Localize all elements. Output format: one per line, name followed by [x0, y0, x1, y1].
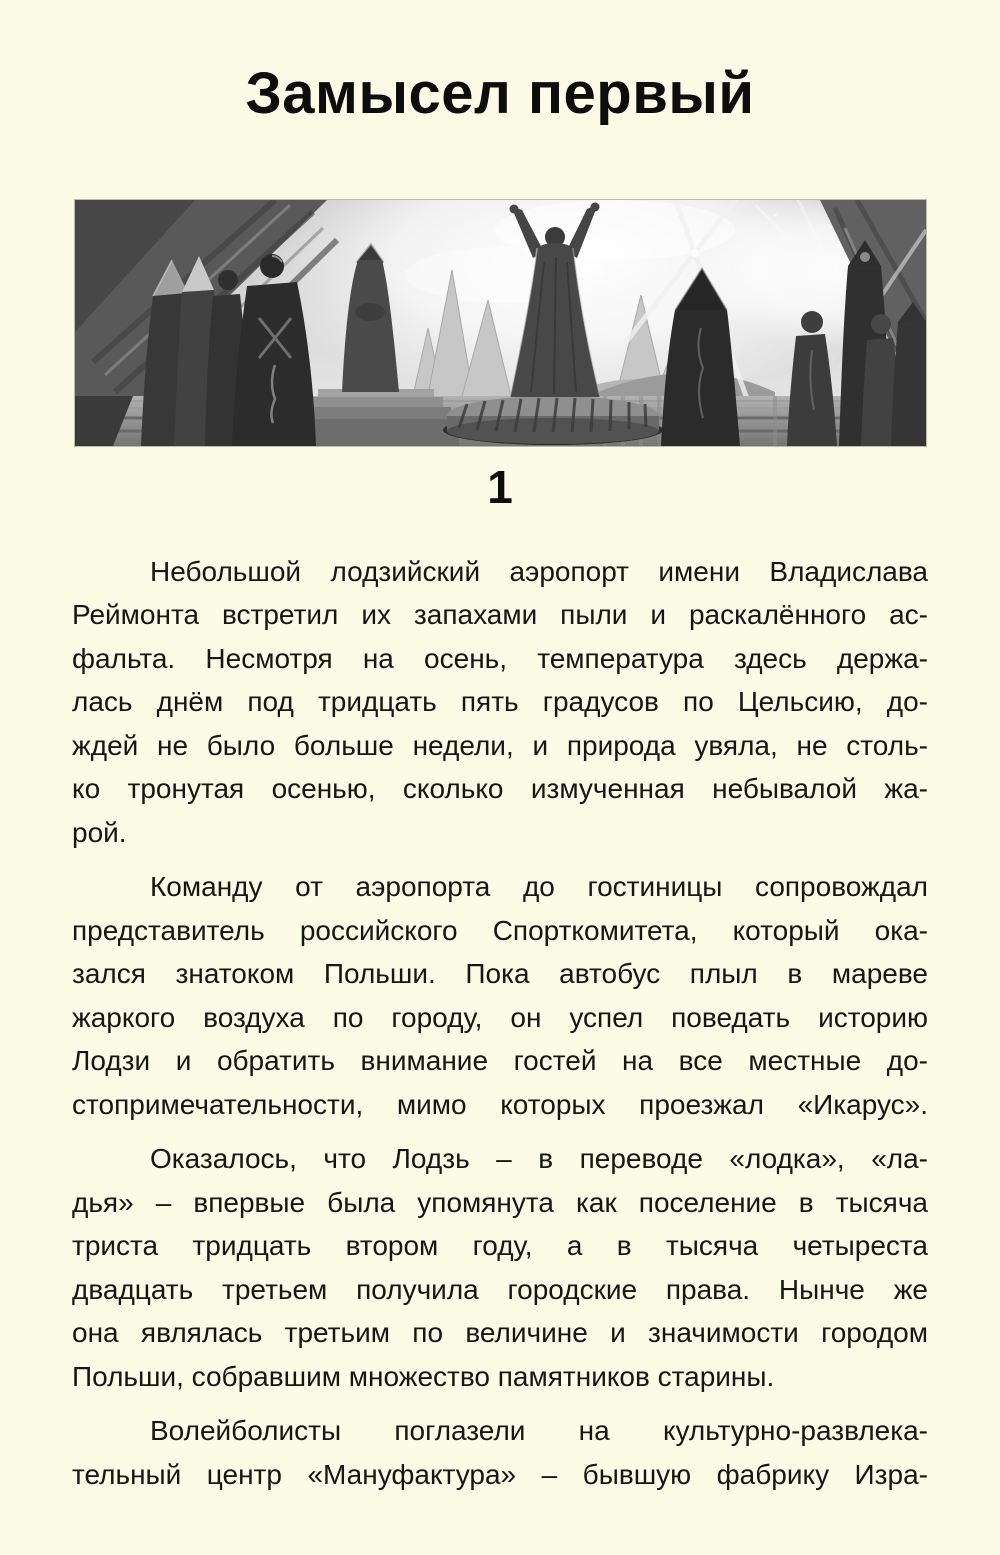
left-figure-group	[141, 254, 316, 446]
paragraph	[72, 865, 928, 1126]
paragraph	[72, 550, 928, 855]
text-line: тельный центр «Мануфактура» – бывшую фабрику Изра-	[72, 1458, 928, 1490]
text-line: зался знатоком Польши. Пока автобус плыл в мареве	[72, 958, 928, 990]
text-line: Реймонта встретил их запахами пыли и раскалённого ас-	[72, 599, 928, 631]
chapter-illustration	[75, 200, 926, 446]
text-line: стопримечательности, мимо которых проезжал «Икарус».	[72, 1088, 928, 1120]
text-line: Команду от аэропорта до гостиницы сопровождал	[150, 871, 928, 903]
text-line: представитель российского Спорткомитета, который ока-	[72, 914, 928, 946]
text-line: лась днём под тридцать пять градусов по Цельсию, до-	[72, 686, 928, 718]
page-title: Замысел первый	[245, 61, 755, 126]
text-line: Небольшой лодзийский аэропорт имени Владислава	[150, 555, 928, 587]
text-line: рой.	[72, 816, 127, 848]
paragraph	[72, 1137, 928, 1398]
text-line: дья» – впервые была упомянута как поселение в тысяча	[72, 1186, 928, 1218]
text-line: Польши, собравшим множество памятников старины.	[72, 1360, 775, 1392]
text-line: триста тридцать втором году, а в тысяча четыреста	[72, 1230, 928, 1262]
text-line: она являлась третьим по величине и значимости городом	[72, 1317, 928, 1349]
text-body	[72, 550, 928, 1497]
chapter-illustration-art	[75, 200, 926, 446]
chapter-number: 1	[487, 461, 513, 514]
text-line: ко тронутая осенью, сколько измученная небывалой жа-	[72, 773, 928, 805]
paragraph	[72, 1409, 928, 1496]
text-line: Волейболисты поглазели на культурно-развлека-	[150, 1415, 928, 1447]
text-line: Оказалось, что Лодзь – в переводе «лодка», «ла-	[150, 1143, 928, 1175]
text-line: ждей не было больше недели, и природа увяла, не столь-	[72, 729, 928, 761]
text-line: Лодзи и обратить внимание гостей на все местные до-	[72, 1045, 928, 1077]
text-line: двадцать третьем получила городские права. Нынче же	[72, 1273, 928, 1305]
text-line: фальта. Несмотря на осень, температура здесь держа-	[72, 642, 928, 674]
text-line: жаркого воздуха по городу, он успел поведать историю	[72, 1001, 928, 1033]
